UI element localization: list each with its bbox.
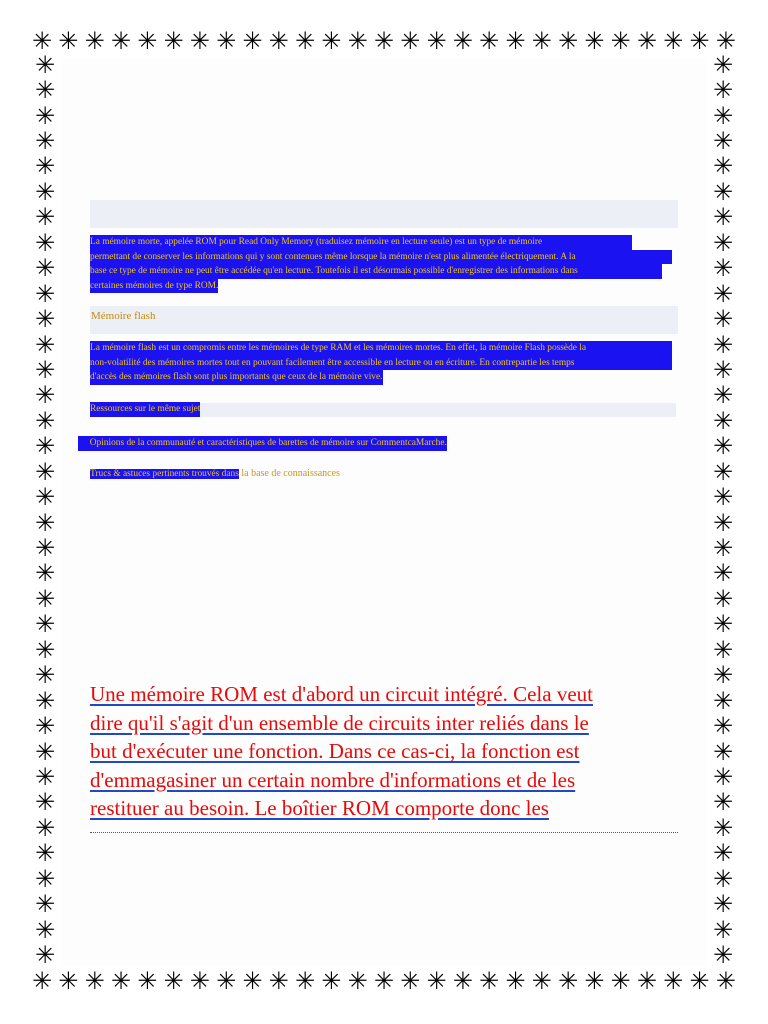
star-border-icon: ✳ — [321, 27, 342, 55]
border-bottom — [32, 968, 736, 994]
star-border-icon: ✳ — [712, 76, 734, 105]
star-border-icon: ✳ — [34, 559, 56, 588]
star-border-icon: ✳ — [242, 967, 263, 995]
star-border-icon: ✳ — [712, 762, 734, 791]
rom-line-2: permettant de conserver les informations qui y sont contenues même lorsque la mémoire n'est plus alimentée électriquement. A la — [90, 250, 672, 265]
star-border-icon: ✳ — [34, 483, 56, 512]
star-border-icon: ✳ — [712, 534, 734, 563]
star-border-icon: ✳ — [505, 967, 526, 995]
star-border-icon: ✳ — [712, 941, 734, 970]
star-border-icon: ✳ — [712, 483, 734, 512]
star-border-icon: ✳ — [34, 788, 56, 817]
section-band-flash — [90, 306, 678, 334]
star-border-icon: ✳ — [712, 712, 734, 741]
star-border-icon: ✳ — [636, 967, 657, 995]
big-line-2: dire qu'il s'agit d'un ensemble de circuits inter reliés dans le — [90, 710, 589, 735]
star-border-icon: ✳ — [712, 330, 734, 359]
big-line-5: restituer au besoin. Le boîtier ROM comporte donc les — [90, 796, 549, 821]
star-border-icon: ✳ — [715, 27, 736, 55]
star-border-icon: ✳ — [34, 508, 56, 537]
border-top — [32, 28, 736, 54]
star-border-icon: ✳ — [110, 967, 131, 995]
section-band-rom — [90, 200, 678, 228]
star-border-icon: ✳ — [321, 967, 342, 995]
star-border-icon: ✳ — [294, 967, 316, 995]
star-border-icon: ✳ — [712, 279, 734, 308]
star-border-icon: ✳ — [34, 203, 56, 232]
star-border-icon: ✳ — [347, 27, 368, 55]
flash-heading: Mémoire flash — [91, 310, 156, 322]
star-border-icon: ✳ — [689, 967, 710, 995]
star-border-icon: ✳ — [34, 864, 56, 893]
star-border-icon: ✳ — [712, 610, 734, 639]
star-border-icon: ✳ — [479, 967, 500, 995]
star-border-icon: ✳ — [663, 967, 684, 995]
star-border-icon: ✳ — [34, 941, 56, 970]
star-border-icon: ✳ — [34, 50, 56, 79]
star-border-icon: ✳ — [34, 76, 56, 105]
document-page — [62, 58, 706, 966]
resources-heading-text: Ressources sur le même sujet — [90, 402, 200, 417]
star-border-icon: ✳ — [163, 27, 184, 55]
star-border-icon: ✳ — [712, 661, 734, 690]
star-border-icon: ✳ — [712, 788, 734, 817]
star-border-icon: ✳ — [34, 127, 56, 156]
star-border-icon: ✳ — [712, 584, 734, 613]
star-border-icon: ✳ — [34, 152, 56, 181]
star-border-icon: ✳ — [712, 915, 734, 944]
star-border-icon: ✳ — [712, 381, 734, 410]
star-border-icon: ✳ — [34, 712, 56, 741]
star-border-icon: ✳ — [268, 27, 289, 55]
star-border-icon: ✳ — [712, 508, 734, 537]
star-border-icon: ✳ — [373, 27, 394, 55]
star-border-icon: ✳ — [137, 27, 158, 55]
star-border-icon: ✳ — [712, 152, 734, 181]
star-border-icon: ✳ — [712, 127, 734, 156]
rom-paragraph — [90, 235, 672, 293]
dotted-divider — [90, 832, 678, 833]
star-border-icon: ✳ — [400, 967, 421, 995]
star-border-icon: ✳ — [636, 27, 657, 55]
flash-line-3: d'accès des mémoires flash sont plus importants que ceux de la mémoire vive. — [90, 370, 383, 385]
resources-item-link[interactable]: Opinions de la communauté et caractéristiques de barettes de mémoire sur CommentcaMarche. — [89, 438, 447, 448]
star-border-icon: ✳ — [712, 890, 734, 919]
star-border-icon: ✳ — [163, 967, 184, 995]
star-border-icon: ✳ — [712, 457, 734, 486]
star-border-icon: ✳ — [242, 27, 263, 55]
star-border-icon: ✳ — [84, 967, 105, 995]
star-border-icon: ✳ — [34, 839, 56, 868]
resources-item — [78, 436, 678, 451]
star-border-icon: ✳ — [712, 254, 734, 283]
star-border-icon: ✳ — [347, 967, 368, 995]
star-border-icon: ✳ — [34, 915, 56, 944]
star-border-icon: ✳ — [34, 355, 56, 384]
star-border-icon: ✳ — [452, 967, 473, 995]
star-border-icon: ✳ — [712, 864, 734, 893]
rom-line-3: base ce type de mémoire ne peut être accédée qu'en lecture. Toutefois il est désormais possible d'enregistrer des informations dans — [90, 264, 662, 279]
tips-selected-text: Trucs & astuces pertinents trouvés dans — [90, 469, 239, 479]
star-border-icon: ✳ — [610, 27, 631, 55]
star-border-icon: ✳ — [34, 228, 56, 257]
star-border-icon: ✳ — [689, 27, 710, 55]
star-border-icon: ✳ — [34, 534, 56, 563]
star-border-icon: ✳ — [712, 839, 734, 868]
star-border-icon: ✳ — [34, 686, 56, 715]
star-border-icon: ✳ — [216, 967, 237, 995]
big-paragraph — [90, 680, 690, 823]
star-border-icon: ✳ — [479, 27, 500, 55]
star-border-icon: ✳ — [32, 967, 53, 995]
star-border-icon: ✳ — [84, 27, 105, 55]
star-border-icon: ✳ — [34, 457, 56, 486]
star-border-icon: ✳ — [34, 661, 56, 690]
flash-paragraph — [90, 341, 672, 385]
star-border-icon: ✳ — [189, 967, 210, 995]
star-border-icon: ✳ — [712, 635, 734, 664]
star-border-icon: ✳ — [32, 27, 53, 55]
star-border-icon: ✳ — [34, 635, 56, 664]
star-border-icon: ✳ — [34, 890, 56, 919]
rom-line-1: La mémoire morte, appelée ROM pour Read Only Memory (traduisez mémoire en lecture seule) est un type de mémoire — [90, 235, 632, 250]
star-border-icon: ✳ — [557, 27, 579, 55]
star-border-icon: ✳ — [373, 967, 394, 995]
star-border-icon: ✳ — [34, 610, 56, 639]
big-line-1: Une mémoire ROM est d'abord un circuit intégré. Cela veut — [90, 682, 593, 706]
star-border-icon: ✳ — [712, 813, 734, 842]
star-border-icon: ✳ — [712, 101, 734, 130]
resources-item-line — [78, 436, 447, 451]
star-border-icon: ✳ — [216, 27, 237, 55]
star-border-icon: ✳ — [584, 27, 605, 55]
tips-link[interactable]: la base de connaissances — [238, 468, 340, 479]
star-border-icon: ✳ — [610, 967, 631, 995]
flash-line-1: La mémoire flash est un compromis entre les mémoires de type RAM et les mémoires mortes. En effet, la mémoire Flash possède la — [90, 341, 672, 356]
star-border-icon: ✳ — [712, 355, 734, 384]
star-border-icon: ✳ — [34, 305, 56, 334]
star-border-icon: ✳ — [34, 406, 56, 435]
star-border-icon: ✳ — [189, 27, 210, 55]
star-border-icon: ✳ — [712, 203, 734, 232]
star-border-icon: ✳ — [34, 584, 56, 613]
star-border-icon: ✳ — [58, 27, 79, 55]
star-border-icon: ✳ — [531, 27, 552, 55]
star-border-icon: ✳ — [34, 279, 56, 308]
star-border-icon: ✳ — [34, 177, 56, 206]
star-border-icon: ✳ — [34, 254, 56, 283]
star-border-icon: ✳ — [426, 27, 447, 55]
star-border-icon: ✳ — [584, 967, 605, 995]
star-border-icon: ✳ — [505, 27, 526, 55]
star-border-icon: ✳ — [712, 559, 734, 588]
star-border-icon: ✳ — [110, 27, 131, 55]
star-border-icon: ✳ — [715, 967, 736, 995]
star-border-icon: ✳ — [712, 50, 734, 79]
star-border-icon: ✳ — [712, 432, 734, 461]
star-border-icon: ✳ — [557, 967, 579, 995]
star-border-icon: ✳ — [34, 737, 56, 766]
big-line-4: d'emmagasiner un certain nombre d'informations et de les — [90, 767, 576, 792]
star-border-icon: ✳ — [712, 686, 734, 715]
rom-line-4: certaines mémoires de type ROM. — [90, 279, 218, 294]
star-border-icon: ✳ — [712, 305, 734, 334]
star-border-icon: ✳ — [34, 762, 56, 791]
star-border-icon: ✳ — [712, 737, 734, 766]
star-border-icon: ✳ — [400, 27, 421, 55]
star-border-icon: ✳ — [268, 967, 289, 995]
star-border-icon: ✳ — [137, 967, 158, 995]
big-line-3: but d'exécuter une fonction. Dans ce cas-ci, la fonction est — [90, 739, 580, 764]
star-border-icon: ✳ — [34, 432, 56, 461]
star-border-icon: ✳ — [712, 177, 734, 206]
star-border-icon: ✳ — [294, 27, 316, 55]
star-border-icon: ✳ — [712, 228, 734, 257]
star-border-icon: ✳ — [34, 381, 56, 410]
star-border-icon: ✳ — [58, 967, 79, 995]
star-border-icon: ✳ — [34, 101, 56, 130]
flash-line-2: non-volatilité des mémoires mortes tout en pouvant facilement être accessible en lecture ou en écriture. En contrepartie les temps — [90, 356, 672, 371]
star-border-icon: ✳ — [531, 967, 552, 995]
star-border-icon: ✳ — [452, 27, 473, 55]
star-border-icon: ✳ — [663, 27, 684, 55]
star-border-icon: ✳ — [34, 813, 56, 842]
resources-heading — [90, 402, 672, 417]
star-border-icon: ✳ — [426, 967, 447, 995]
border-right — [710, 52, 736, 968]
tips-line — [90, 467, 672, 482]
star-border-icon: ✳ — [34, 330, 56, 359]
border-left — [32, 52, 58, 968]
star-border-icon: ✳ — [712, 406, 734, 435]
